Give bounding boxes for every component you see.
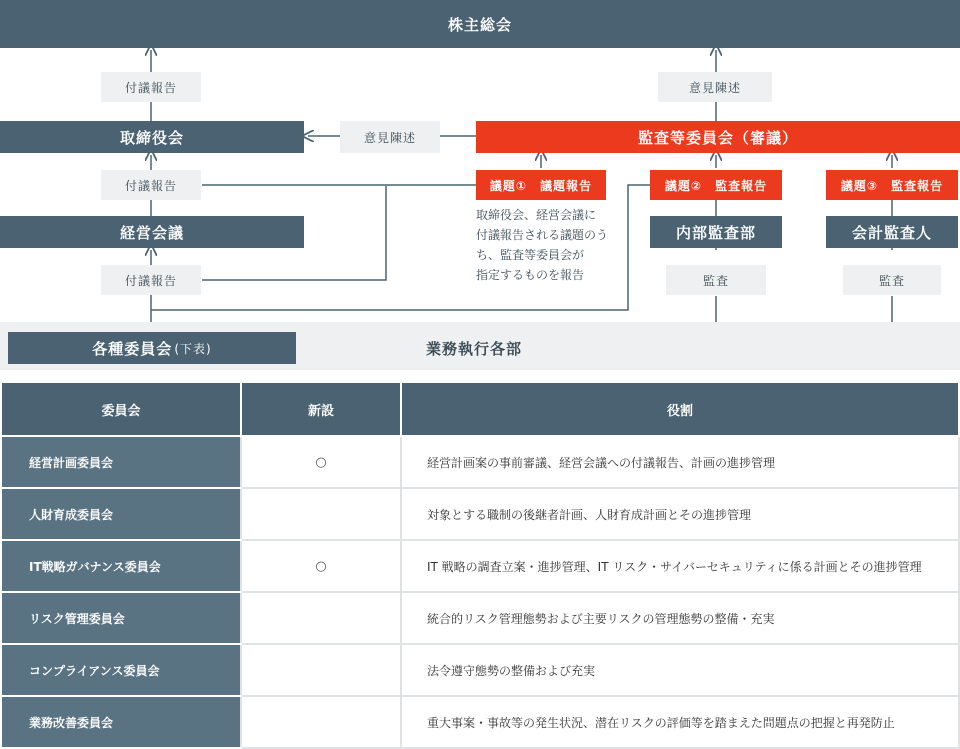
table-row — [1, 696, 959, 748]
table-row — [1, 488, 959, 540]
committee-name: 経営計画委員会 — [1, 436, 241, 488]
committees-suffix: (下表) — [174, 341, 212, 356]
agenda2-box: 議題② 監査報告 — [650, 170, 782, 200]
audit-label-internal: 監査 — [666, 265, 766, 295]
agenda3-box: 議題③ 監査報告 — [826, 170, 958, 200]
committee-name: コンプライアンス委員会 — [1, 644, 241, 696]
internal-audit-department: 内部監査部 — [650, 216, 782, 248]
committee-name: 人財育成委員会 — [1, 488, 241, 540]
board-of-directors: 取締役会 — [0, 121, 304, 153]
new-mark — [241, 696, 401, 748]
accounting-auditor: 会計監査人 — [826, 216, 958, 248]
committee-name: リスク管理委員会 — [1, 592, 241, 644]
committee-name: 業務改善委員会 — [1, 696, 241, 748]
new-mark — [241, 644, 401, 696]
opinion-label-shareholders: 意見陳述 — [658, 72, 772, 102]
header-new: 新設 — [241, 382, 401, 436]
management-meeting: 経営会議 — [0, 216, 304, 248]
report-label-management: 付議報告 — [101, 170, 201, 200]
committee-role: 経営計画案の事前審議、経営会議への付議報告、計画の進捗管理 — [401, 436, 959, 488]
table-header-row — [1, 382, 959, 436]
report-label-board: 付議報告 — [101, 72, 201, 102]
header-committee: 委員会 — [1, 382, 241, 436]
committee-role: 統合的リスク管理態勢および主要リスクの管理態勢の整備・充実 — [401, 592, 959, 644]
new-mark — [241, 488, 401, 540]
committee-table — [0, 381, 960, 749]
opinion-label-board: 意見陳述 — [340, 121, 440, 153]
committee-role: 対象とする職制の後継者計画、人財育成計画とその進捗管理 — [401, 488, 959, 540]
table-row — [1, 540, 959, 592]
table-row — [1, 644, 959, 696]
table-row — [1, 592, 959, 644]
new-mark — [241, 592, 401, 644]
committees-label: 各種委員会 — [92, 339, 173, 358]
new-mark: ○ — [241, 436, 401, 488]
agenda1-box: 議題① 議題報告 — [476, 170, 606, 200]
report-label-bottom: 付議報告 — [101, 265, 201, 295]
committee-name: IT戦略ガバナンス委員会 — [1, 540, 241, 592]
committee-role: 重大事案・事故等の発生状況、潜在リスクの評価等を踏まえた問題点の把握と再発防止 — [401, 696, 959, 748]
header-role: 役割 — [401, 382, 959, 436]
audit-label-accounting: 監査 — [843, 265, 941, 295]
shareholders-meeting: 株主総会 — [0, 0, 960, 48]
table-row — [1, 436, 959, 488]
committee-role: IT 戦略の調査立案・進捗管理、IT リスク・サイバーセキュリティに係る計画とその進捗管理 — [401, 540, 959, 592]
audit-committee: 監査等委員会（審議） — [476, 121, 960, 153]
business-departments-label: 業務執行各部 — [426, 340, 523, 358]
committee-role: 法令遵守態勢の整備および充実 — [401, 644, 959, 696]
new-mark: ○ — [241, 540, 401, 592]
committees-box — [8, 332, 296, 364]
agenda1-note: 取締役会、経営会議に 付議報告される議題のう ち、監査等委員会が 指定するものを報告 — [476, 208, 609, 282]
